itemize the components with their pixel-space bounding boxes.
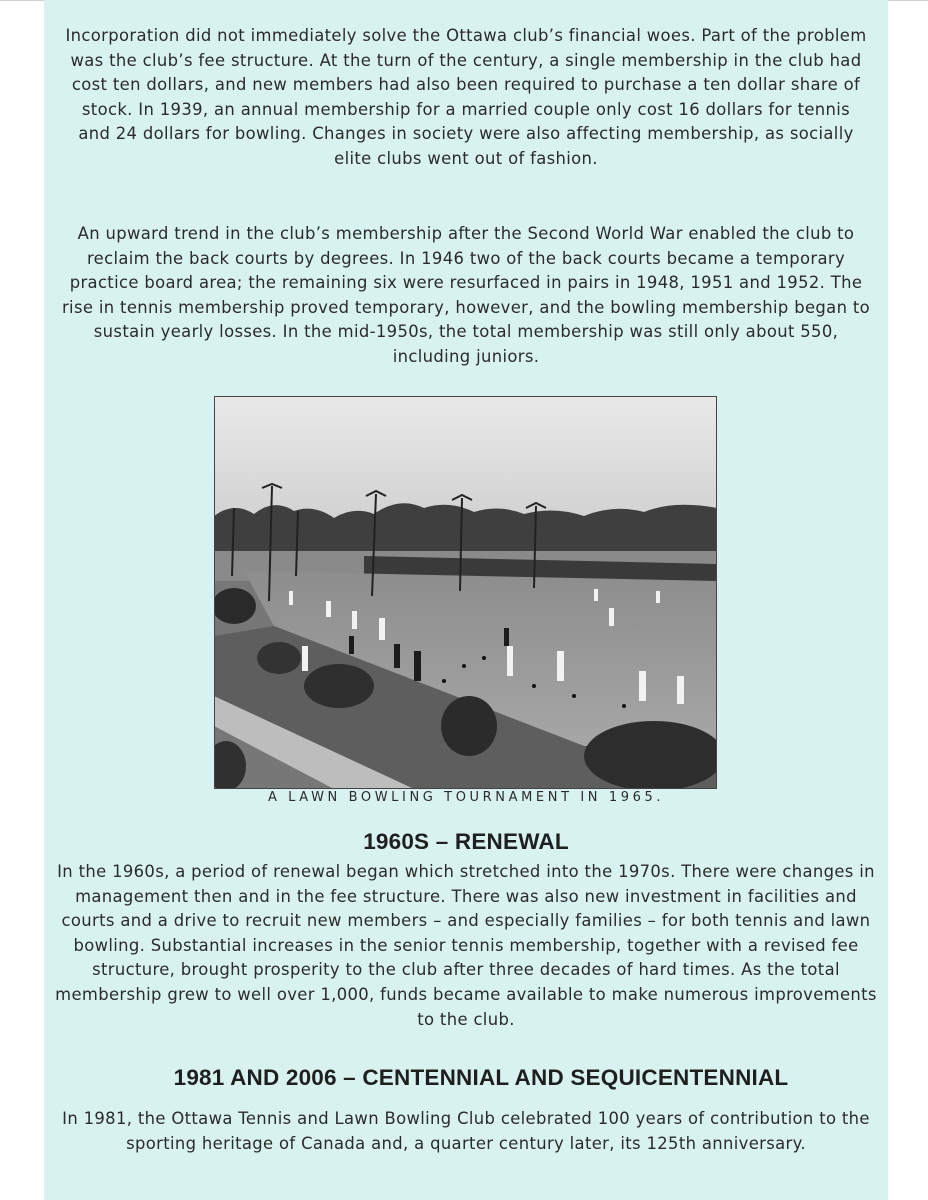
heading-renewal: 1960S – RENEWAL [363, 829, 569, 854]
photo-caption: A LAWN BOWLING TOURNAMENT IN 1965. [267, 790, 665, 805]
paragraph-renewal: In the 1960s, a period of renewal began which stretched into the 1970s. There were changes in management then and in the fee structure. There was also new investment in facilities and courts and a drive to recruit new members – and especially families – for both tennis and lawn bowling. Substantial increases in the senior tennis membership, together with a revised fee structure, brought prosperity to the club after three decades of hard times. As the total membership grew to well over 1,000, funds became available to make numerous improvements to the club. [55, 862, 877, 1029]
paragraph-centennial: In 1981, the Ottawa Tennis and Lawn Bowling Club celebrated 100 years of contribution to the sporting heritage of Canada and, a quarter century later, its 125th anniversary. [62, 1109, 870, 1153]
lawn-bowling-photo [214, 396, 717, 789]
content-panel [44, 0, 888, 1200]
paragraph-postwar: An upward trend in the club’s membership after the Second World War enabled the club to reclaim the back courts by degrees. In 1946 two of the back courts became a temporary practice board area; the remaining six were resurfaced in pairs in 1948, 1951 and 1952. The rise in tennis membership proved temporary, however, and the bowling membership began to sustain yearly losses. In the mid-1950s, the total membership was still only about 550, including juniors. [61, 224, 871, 366]
heading-centennial: 1981 AND 2006 – CENTENNIAL AND SEQUICENTENNIAL [173, 1065, 789, 1090]
paragraph-incorporation: Incorporation did not immediately solve the Ottawa club’s financial woes. Part of the problem was the club’s fee structure. At the turn of the century, a single membership in the club had cost ten dollars, and new members had also been required to purchase a ten dollar share of stock. In 1939, an annual membership for a married couple only cost 16 dollars for tennis and 24 dollars for bowling. Changes in society were also affecting membership, as socially elite clubs went out of fashion. [65, 26, 867, 168]
